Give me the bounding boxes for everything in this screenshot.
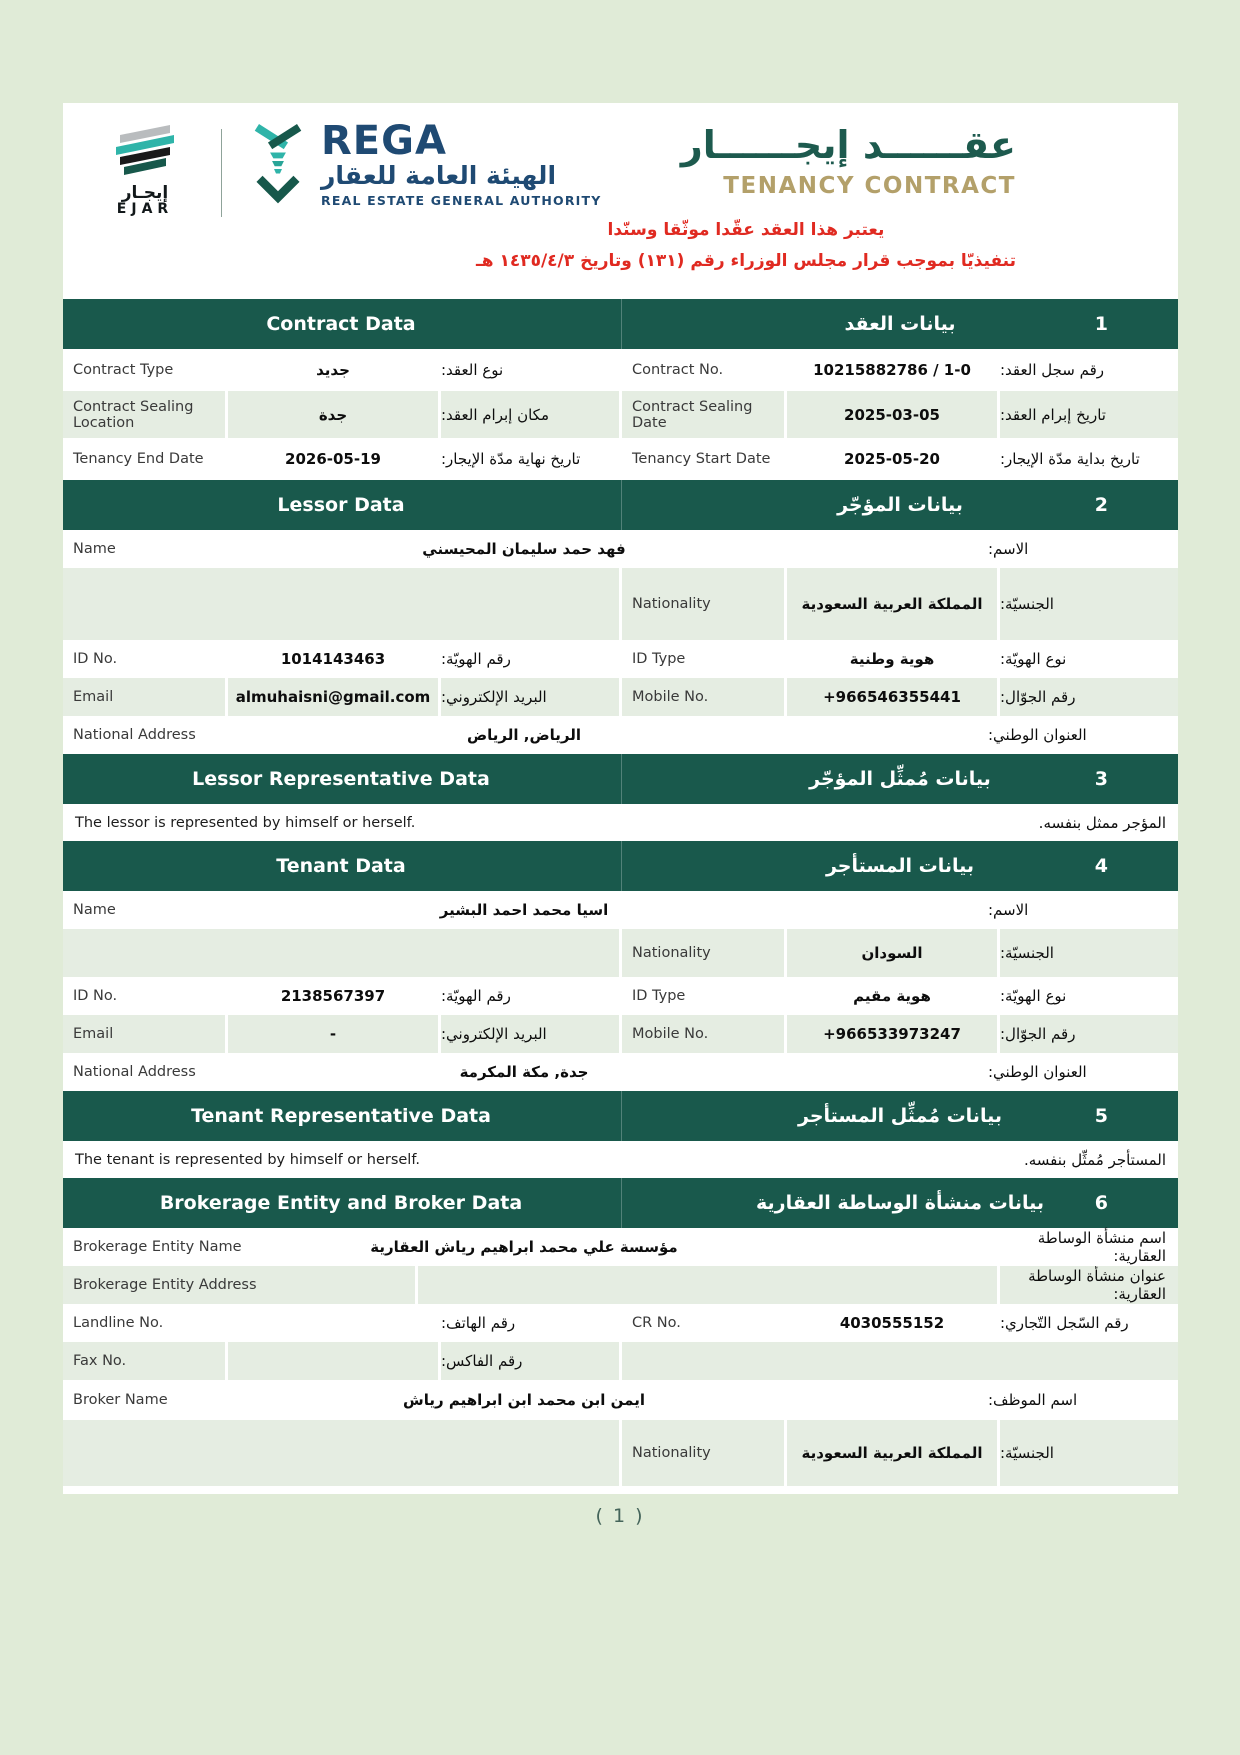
rega-wordmark: REGA bbox=[321, 118, 447, 164]
brokerage-registration-row bbox=[63, 1304, 1178, 1342]
lessor-id-type-field bbox=[622, 640, 1178, 678]
tenant-national-address-row bbox=[63, 1053, 1178, 1091]
ejar-logo-arabic: إيجـار bbox=[121, 183, 169, 203]
rega-english-name: REAL ESTATE GENERAL AUTHORITY bbox=[321, 193, 602, 208]
section-number: 6 bbox=[1094, 1192, 1108, 1214]
lessor-email-ar-label: البريد الإلكتروني: bbox=[441, 678, 619, 716]
sealing-location-field bbox=[63, 391, 619, 438]
disclaimer-line-1: يعتبر هذا العقد عقّدا موثّقا وسنّدا bbox=[607, 220, 885, 240]
cr-no-ar-label: رقم السّجل التّجاري: bbox=[1000, 1304, 1178, 1342]
section-4-title-ar bbox=[621, 841, 1178, 891]
section-2-title-en bbox=[63, 480, 619, 530]
tenant-name-row bbox=[63, 891, 1178, 929]
tenant-mobile-value: +966533973247 bbox=[787, 1015, 997, 1053]
lessor-id-type-en-label: ID Type bbox=[622, 640, 784, 678]
lessor-representative-note-row bbox=[63, 804, 1178, 841]
section-1-title-en bbox=[63, 299, 619, 349]
sealing-date-value: 2025-03-05 bbox=[787, 391, 997, 438]
section-number: 1 bbox=[1094, 313, 1108, 335]
tenant-id-type-value: هوية مقيم bbox=[787, 977, 997, 1015]
contract-title-english: TENANCY CONTRACT bbox=[723, 173, 1016, 199]
lessor-id-no-en-label: ID No. bbox=[63, 640, 225, 678]
tenant-nationality-en-label: Nationality bbox=[622, 929, 784, 977]
tenant-address-value: جدة, مكة المكرمة bbox=[459, 1063, 589, 1081]
tenant-nationality-value: السودان bbox=[787, 929, 997, 977]
brokerage-entity-name-en-label: Brokerage Entity Name bbox=[73, 1239, 242, 1255]
tenant-email-value: - bbox=[228, 1015, 438, 1053]
section-title-ar-text: بيانات المؤجّر bbox=[837, 494, 963, 516]
broker-nationality-ar-label: الجنسيّة: bbox=[1000, 1420, 1178, 1486]
brokerage-entity-address-ar-label: عنوان منشأة الوساطة العقارية: bbox=[1000, 1266, 1178, 1304]
tenant-id-type-ar-label: نوع الهويّة: bbox=[1000, 977, 1178, 1015]
tenant-id-no-field bbox=[63, 977, 619, 1015]
tenant-mobile-en-label: Mobile No. bbox=[622, 1015, 784, 1053]
contract-type-value: جديد bbox=[228, 349, 438, 391]
lessor-name-row bbox=[63, 530, 1178, 568]
cr-no-en-label: CR No. bbox=[622, 1304, 784, 1342]
sealing-location-ar-label: مكان إبرام العقد: bbox=[441, 391, 619, 438]
ejar-stripes-icon bbox=[108, 123, 182, 179]
lessor-name-en-label: Name bbox=[73, 541, 116, 557]
rega-logo-text bbox=[321, 118, 602, 208]
header-divider bbox=[221, 129, 222, 217]
rega-arabic-name: الهيئة العامة للعقار bbox=[321, 161, 557, 190]
contract-type-field bbox=[63, 349, 619, 391]
broker-nationality-field bbox=[622, 1420, 1178, 1486]
broker-nationality-en-label: Nationality bbox=[622, 1420, 784, 1486]
tenancy-period-row bbox=[63, 438, 1178, 480]
tenant-mobile-ar-label: رقم الجوّال: bbox=[1000, 1015, 1178, 1053]
section-3-title-en bbox=[63, 754, 619, 804]
empty-half bbox=[622, 1342, 1178, 1380]
cr-no-field bbox=[622, 1304, 1178, 1342]
tenancy-start-en-label: Tenancy Start Date bbox=[622, 438, 784, 480]
tenancy-end-en-label: Tenancy End Date bbox=[63, 438, 225, 480]
legal-disclaimer bbox=[476, 215, 1016, 278]
section-title-ar-text: بيانات العقد bbox=[844, 313, 956, 335]
ejar-logo bbox=[89, 123, 201, 217]
contract-title-block bbox=[681, 119, 1016, 199]
lessor-contact-row bbox=[63, 678, 1178, 716]
tenancy-end-field bbox=[63, 438, 619, 480]
section-3-title-ar bbox=[621, 754, 1178, 804]
sealing-location-value: جدة bbox=[228, 391, 438, 438]
brokerage-entity-address-value bbox=[418, 1266, 997, 1304]
section-2-header bbox=[63, 480, 1178, 530]
section-4-header bbox=[63, 841, 1178, 891]
landline-value bbox=[228, 1304, 438, 1342]
cr-no-value: 4030555152 bbox=[787, 1304, 997, 1342]
tenant-email-en-label: Email bbox=[63, 1015, 225, 1053]
section-title-en-text: Tenant Representative Data bbox=[191, 1105, 491, 1127]
disclaimer-line-2: تنفيذيّا بموجب قرار مجلس الوزراء رقم (١٣١) وتاريخ ١٤٣٥/٤/٣ هـ bbox=[475, 251, 1016, 272]
section-1-header bbox=[63, 299, 1178, 349]
tenant-id-no-value: 2138567397 bbox=[228, 977, 438, 1015]
tenant-nationality-row bbox=[63, 929, 1178, 977]
tenant-address-en-label: National Address bbox=[73, 1064, 196, 1080]
lessor-id-no-field bbox=[63, 640, 619, 678]
tenancy-end-ar-label: تاريخ نهاية مدّة الإيجار: bbox=[441, 438, 619, 480]
broker-name-en-label: Broker Name bbox=[73, 1392, 168, 1408]
empty-half bbox=[63, 568, 619, 640]
empty-half bbox=[63, 929, 619, 977]
ejar-logo-latin: EJAR bbox=[116, 201, 174, 217]
tenant-id-no-ar-label: رقم الهويّة: bbox=[441, 977, 619, 1015]
lessor-representative-note-ar: المؤجر ممثل بنفسه. bbox=[1038, 813, 1166, 832]
section-6-title-ar bbox=[621, 1178, 1178, 1228]
section-3-header bbox=[63, 754, 1178, 804]
tenant-name-ar-label: الاسم: bbox=[988, 901, 1029, 919]
lessor-nationality-en-label: Nationality bbox=[622, 568, 784, 640]
section-title-en-text: Lessor Data bbox=[277, 494, 405, 516]
brokerage-entity-address-row bbox=[63, 1266, 1178, 1304]
broker-name-row bbox=[63, 1380, 1178, 1420]
section-title-ar-text: بيانات المستأجر bbox=[825, 855, 975, 877]
contract-number-row bbox=[63, 349, 1178, 391]
lessor-mobile-en-label: Mobile No. bbox=[622, 678, 784, 716]
tenancy-start-value: 2025-05-20 bbox=[787, 438, 997, 480]
section-2-title-ar bbox=[621, 480, 1178, 530]
tenant-name-en-label: Name bbox=[73, 902, 116, 918]
lessor-id-no-value: 1014143463 bbox=[228, 640, 438, 678]
broker-name-ar-label: اسم الموظف: bbox=[988, 1391, 1078, 1409]
tenant-representative-note-en: The tenant is represented by himself or herself. bbox=[75, 1151, 420, 1168]
tenant-id-type-en-label: ID Type bbox=[622, 977, 784, 1015]
tenant-representative-note-ar: المستأجر مُمثِّل بنفسه. bbox=[1023, 1150, 1166, 1169]
lessor-mobile-field bbox=[622, 678, 1178, 716]
lessor-email-field bbox=[63, 678, 619, 716]
fax-ar-label: رقم الفاكس: bbox=[441, 1342, 619, 1380]
section-title-en-text: Brokerage Entity and Broker Data bbox=[159, 1192, 523, 1214]
section-title-en-text: Contract Data bbox=[266, 313, 416, 335]
tenancy-start-ar-label: تاريخ بداية مدّة الإيجار: bbox=[1000, 438, 1178, 480]
lessor-national-address-row bbox=[63, 716, 1178, 754]
contract-type-ar-label: نوع العقد: bbox=[441, 349, 619, 391]
section-5-header bbox=[63, 1091, 1178, 1141]
section-title-ar-text: بيانات منشأة الوساطة العقارية bbox=[755, 1192, 1044, 1214]
lessor-representative-note-en: The lessor is represented by himself or herself. bbox=[75, 814, 416, 831]
contract-number-ar-label: رقم سجل العقد: bbox=[1000, 349, 1178, 391]
section-number: 2 bbox=[1094, 494, 1108, 516]
section-5-title-ar bbox=[621, 1091, 1178, 1141]
lessor-nationality-field bbox=[622, 568, 1178, 640]
page-number: ( 1 ) bbox=[595, 1505, 645, 1527]
lessor-name-value: فهد حمد سليمان المحيسني bbox=[422, 540, 626, 558]
section-1-title-ar bbox=[621, 299, 1178, 349]
landline-en-label: Landline No. bbox=[63, 1304, 225, 1342]
lessor-email-value: almuhaisni@gmail.com bbox=[228, 678, 438, 716]
section-6-title-en bbox=[63, 1178, 619, 1228]
brokerage-entity-name-value: مؤسسة علي محمد ابراهيم رياش العقارية bbox=[370, 1238, 678, 1256]
tenant-name-value: اسيا محمد احمد البشير bbox=[439, 901, 609, 919]
broker-nationality-value: المملكة العربية السعودية bbox=[787, 1420, 997, 1486]
broker-name-value: ايمن ابن محمد ابن ابراهيم رياش bbox=[403, 1391, 645, 1409]
tenant-nationality-ar-label: الجنسيّة: bbox=[1000, 929, 1178, 977]
sealing-date-field bbox=[622, 391, 1178, 438]
lessor-email-en-label: Email bbox=[63, 678, 225, 716]
contract-type-en-label: Contract Type bbox=[63, 349, 225, 391]
contract-document-card bbox=[63, 103, 1178, 1494]
sealing-location-en-label: Contract Sealing Location bbox=[63, 391, 225, 438]
contract-number-field bbox=[622, 349, 1178, 391]
tenant-mobile-field bbox=[622, 1015, 1178, 1053]
contract-number-value: 10215882786 / 1-0 bbox=[787, 349, 997, 391]
fax-field bbox=[63, 1342, 619, 1380]
lessor-id-type-ar-label: نوع الهويّة: bbox=[1000, 640, 1178, 678]
section-4-title-en bbox=[63, 841, 619, 891]
contract-title-arabic: عقــــــد إيجــــــار bbox=[680, 123, 1016, 167]
tenant-id-row bbox=[63, 977, 1178, 1015]
empty-half bbox=[63, 1420, 619, 1486]
lessor-mobile-ar-label: رقم الجوّال: bbox=[1000, 678, 1178, 716]
tenant-contact-row bbox=[63, 1015, 1178, 1053]
lessor-nationality-ar-label: الجنسيّة: bbox=[1000, 568, 1178, 640]
broker-nationality-row bbox=[63, 1420, 1178, 1486]
section-title-ar-text: بيانات مُمثِّل المستأجر bbox=[798, 1105, 1002, 1127]
tenant-id-type-field bbox=[622, 977, 1178, 1015]
section-6-header bbox=[63, 1178, 1178, 1228]
contract-number-en-label: Contract No. bbox=[622, 349, 784, 391]
lessor-nationality-row bbox=[63, 568, 1178, 640]
fax-en-label: Fax No. bbox=[63, 1342, 225, 1380]
section-5-title-en bbox=[63, 1091, 619, 1141]
lessor-address-en-label: National Address bbox=[73, 727, 196, 743]
fax-value bbox=[228, 1342, 438, 1380]
tenancy-start-field bbox=[622, 438, 1178, 480]
section-title-en-text: Tenant Data bbox=[276, 855, 406, 877]
section-title-en-text: Lessor Representative Data bbox=[192, 768, 490, 790]
section-number: 4 bbox=[1094, 855, 1108, 877]
tenant-id-no-en-label: ID No. bbox=[63, 977, 225, 1015]
lessor-address-value: الرياض, الرياض bbox=[466, 726, 582, 744]
fax-row bbox=[63, 1342, 1178, 1380]
sealing-date-en-label: Contract Sealing Date bbox=[622, 391, 784, 438]
tenancy-end-value: 2026-05-19 bbox=[228, 438, 438, 480]
lessor-id-type-value: هوية وطنية bbox=[787, 640, 997, 678]
lessor-mobile-value: +966546355441 bbox=[787, 678, 997, 716]
landline-ar-label: رقم الهاتف: bbox=[441, 1304, 619, 1342]
lessor-id-no-ar-label: رقم الهويّة: bbox=[441, 640, 619, 678]
brokerage-entity-name-row bbox=[63, 1228, 1178, 1266]
contract-sealing-row bbox=[63, 391, 1178, 438]
rega-logo bbox=[245, 118, 602, 208]
lessor-name-ar-label: الاسم: bbox=[988, 540, 1029, 558]
lessor-id-row bbox=[63, 640, 1178, 678]
lessor-address-ar-label: العنوان الوطني: bbox=[988, 726, 1087, 744]
section-number: 3 bbox=[1094, 768, 1108, 790]
tenant-nationality-field bbox=[622, 929, 1178, 977]
tenant-email-field bbox=[63, 1015, 619, 1053]
rega-palm-icon bbox=[245, 121, 311, 205]
tenant-representative-note-row bbox=[63, 1141, 1178, 1178]
document-header bbox=[63, 103, 1178, 299]
tenant-email-ar-label: البريد الإلكتروني: bbox=[441, 1015, 619, 1053]
lessor-nationality-value: المملكة العربية السعودية bbox=[787, 568, 997, 640]
sealing-date-ar-label: تاريخ إبرام العقد: bbox=[1000, 391, 1178, 438]
section-number: 5 bbox=[1094, 1105, 1108, 1127]
brokerage-entity-address-en-label: Brokerage Entity Address bbox=[63, 1266, 415, 1304]
landline-field bbox=[63, 1304, 619, 1342]
brokerage-entity-name-ar-label: اسم منشأة الوساطة العقارية: bbox=[1037, 1229, 1166, 1265]
section-title-ar-text: بيانات مُمثِّل المؤجّر bbox=[809, 768, 991, 790]
tenant-address-ar-label: العنوان الوطني: bbox=[988, 1063, 1087, 1081]
